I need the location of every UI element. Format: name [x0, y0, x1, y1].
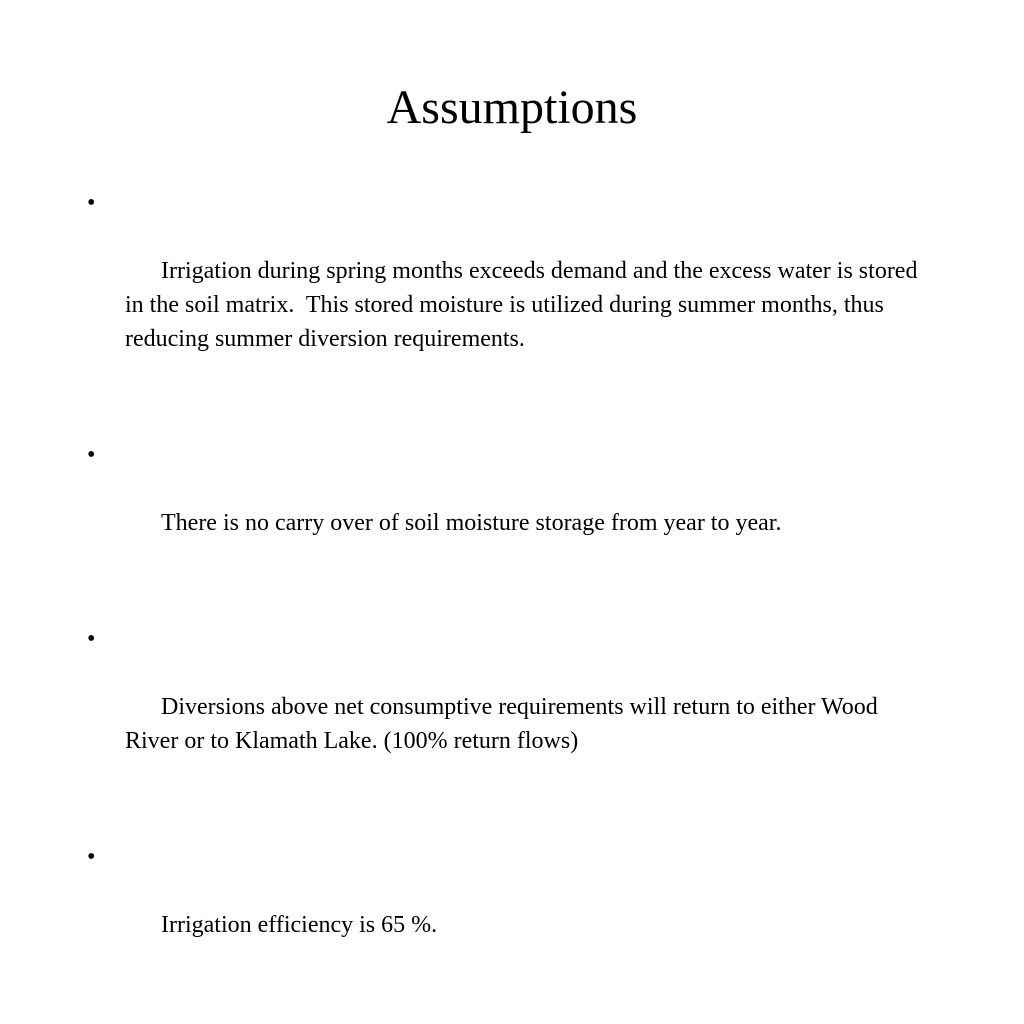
bullet-icon: • [87, 844, 96, 870]
bullet-text: Irrigation during spring months exceeds demand and the excess water is stored in the soil matrix. This stored moisture is utilized during summer months, thus reducing summer diversion requirements. [125, 258, 924, 352]
slide-title: Assumptions [386, 81, 638, 134]
bullet-text: Irrigation efficiency is 65 %. [161, 912, 438, 938]
bullet-item-no-carry-over [87, 438, 937, 574]
bullet-icon: • [87, 626, 96, 652]
bullet-text: There is no carry over of soil moisture storage from year to year. [161, 510, 782, 536]
bullet-list [87, 186, 937, 1024]
bullet-text: Diversions above net consumptive requirements will return to either Wood River or to Klamath Lake. (100% return flows) [125, 694, 884, 754]
bullet-item-return-flows [87, 622, 937, 792]
bullet-item-irrigation-spring [87, 186, 937, 390]
bullet-item-efficiency [87, 840, 937, 976]
bullet-icon: • [87, 442, 96, 468]
bullet-icon: • [87, 190, 96, 216]
